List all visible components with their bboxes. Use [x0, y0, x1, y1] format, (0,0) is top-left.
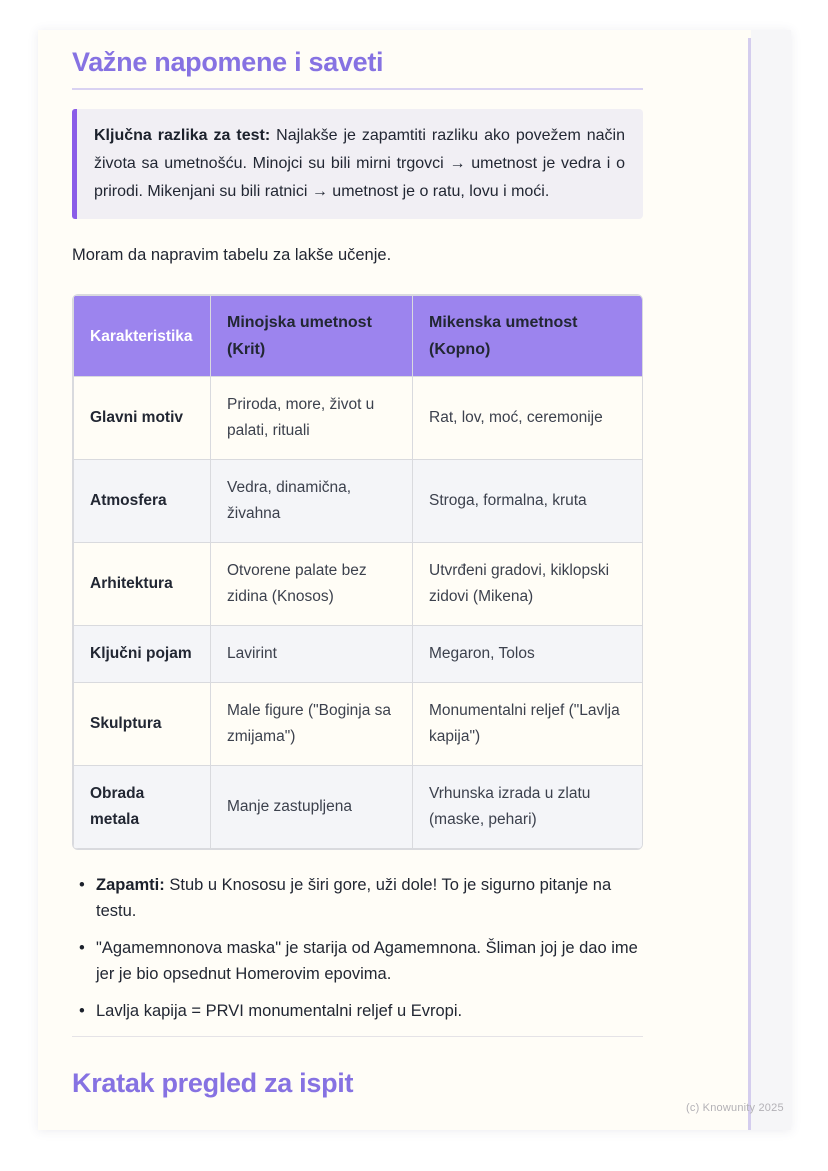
note-lead: Zapamti:: [96, 876, 165, 894]
minoan-cell: Male figure ("Boginja sa zmijama"): [211, 683, 413, 766]
row-label-cell: Ključni pojam: [74, 626, 211, 683]
note-item: [72, 935, 643, 987]
mycenaean-cell: Stroga, formalna, kruta: [413, 460, 643, 543]
comparison-table: [72, 294, 643, 850]
document-content: [72, 45, 643, 1100]
row-label-cell: Skulptura: [74, 683, 211, 766]
note-text: Lavlja kapija = PRVI monumentalni reljef u Evropi.: [96, 1002, 463, 1020]
callout-body: Najlakše je zapamtiti razliku ako povežem način života sa umetnošću. Minojci su bili mirni trgovci → umetnost je vedra i o prirodi. Mikenjani su bili ratnici → umetnost je o ratu, lovu i moći.: [94, 127, 625, 200]
section-title-kratak-pregled: Kratak pregled za ispit: [72, 1068, 354, 1098]
header-cell-mikenska: Mikenska umetnost (Kopno): [413, 296, 643, 377]
document-page-card: [38, 30, 791, 1130]
callout-lead: Ključna razlika za test:: [94, 127, 271, 144]
table-row: [74, 626, 643, 683]
row-label-cell: Atmosfera: [74, 460, 211, 543]
minoan-cell: Priroda, more, život u palati, rituali: [211, 377, 413, 460]
section-title-vazne-napomene: Važne napomene i saveti: [72, 45, 643, 90]
table-row: [74, 460, 643, 543]
header-cell-karakteristika: Karakteristika: [74, 296, 211, 377]
page-right-margin: [751, 30, 791, 1130]
minoan-mycenaean-table: [73, 295, 643, 849]
mycenaean-cell: Vrhunska izrada u zlatu (maske, pehari): [413, 766, 643, 849]
note-item: [72, 998, 643, 1024]
section-divider: [72, 1036, 643, 1037]
mycenaean-cell: Megaron, Tolos: [413, 626, 643, 683]
minoan-cell: Otvorene palate bez zidina (Knosos): [211, 543, 413, 626]
notes-list: [72, 872, 643, 1024]
minoan-cell: Manje zastupljena: [211, 766, 413, 849]
note-text: Stub u Knososu je širi gore, uži dole! To je sigurno pitanje na testu.: [96, 876, 612, 920]
callout-accent-bar: [72, 109, 77, 219]
table-row: [74, 683, 643, 766]
copyright-watermark: (c) Knowunity 2025: [686, 1102, 784, 1114]
header-cell-minojska: Minojska umetnost (Krit): [211, 296, 413, 377]
minoan-cell: Lavirint: [211, 626, 413, 683]
note-text: "Agamemnonova maska" je starija od Agamemnona. Šliman joj je dao ime jer je bio opsednut Homerovim epovima.: [96, 939, 638, 983]
table-row: [74, 766, 643, 849]
table-header-row: [74, 296, 643, 377]
mycenaean-cell: Rat, lov, moć, ceremonije: [413, 377, 643, 460]
table-row: [74, 543, 643, 626]
callout-text: [94, 122, 625, 206]
note-item: [72, 872, 643, 924]
key-difference-callout: [72, 109, 643, 219]
table-row: [74, 377, 643, 460]
mycenaean-cell: Monumentalni reljef ("Lavlja kapija"): [413, 683, 643, 766]
row-label-cell: Glavni motiv: [74, 377, 211, 460]
intro-paragraph: Moram da napravim tabelu za lakše učenje.: [72, 246, 392, 264]
minoan-cell: Vedra, dinamična, živahna: [211, 460, 413, 543]
page-edge-divider: [748, 38, 751, 1130]
row-label-cell: Obrada metala: [74, 766, 211, 849]
row-label-cell: Arhitektura: [74, 543, 211, 626]
mycenaean-cell: Utvrđeni gradovi, kiklopski zidovi (Mikena): [413, 543, 643, 626]
